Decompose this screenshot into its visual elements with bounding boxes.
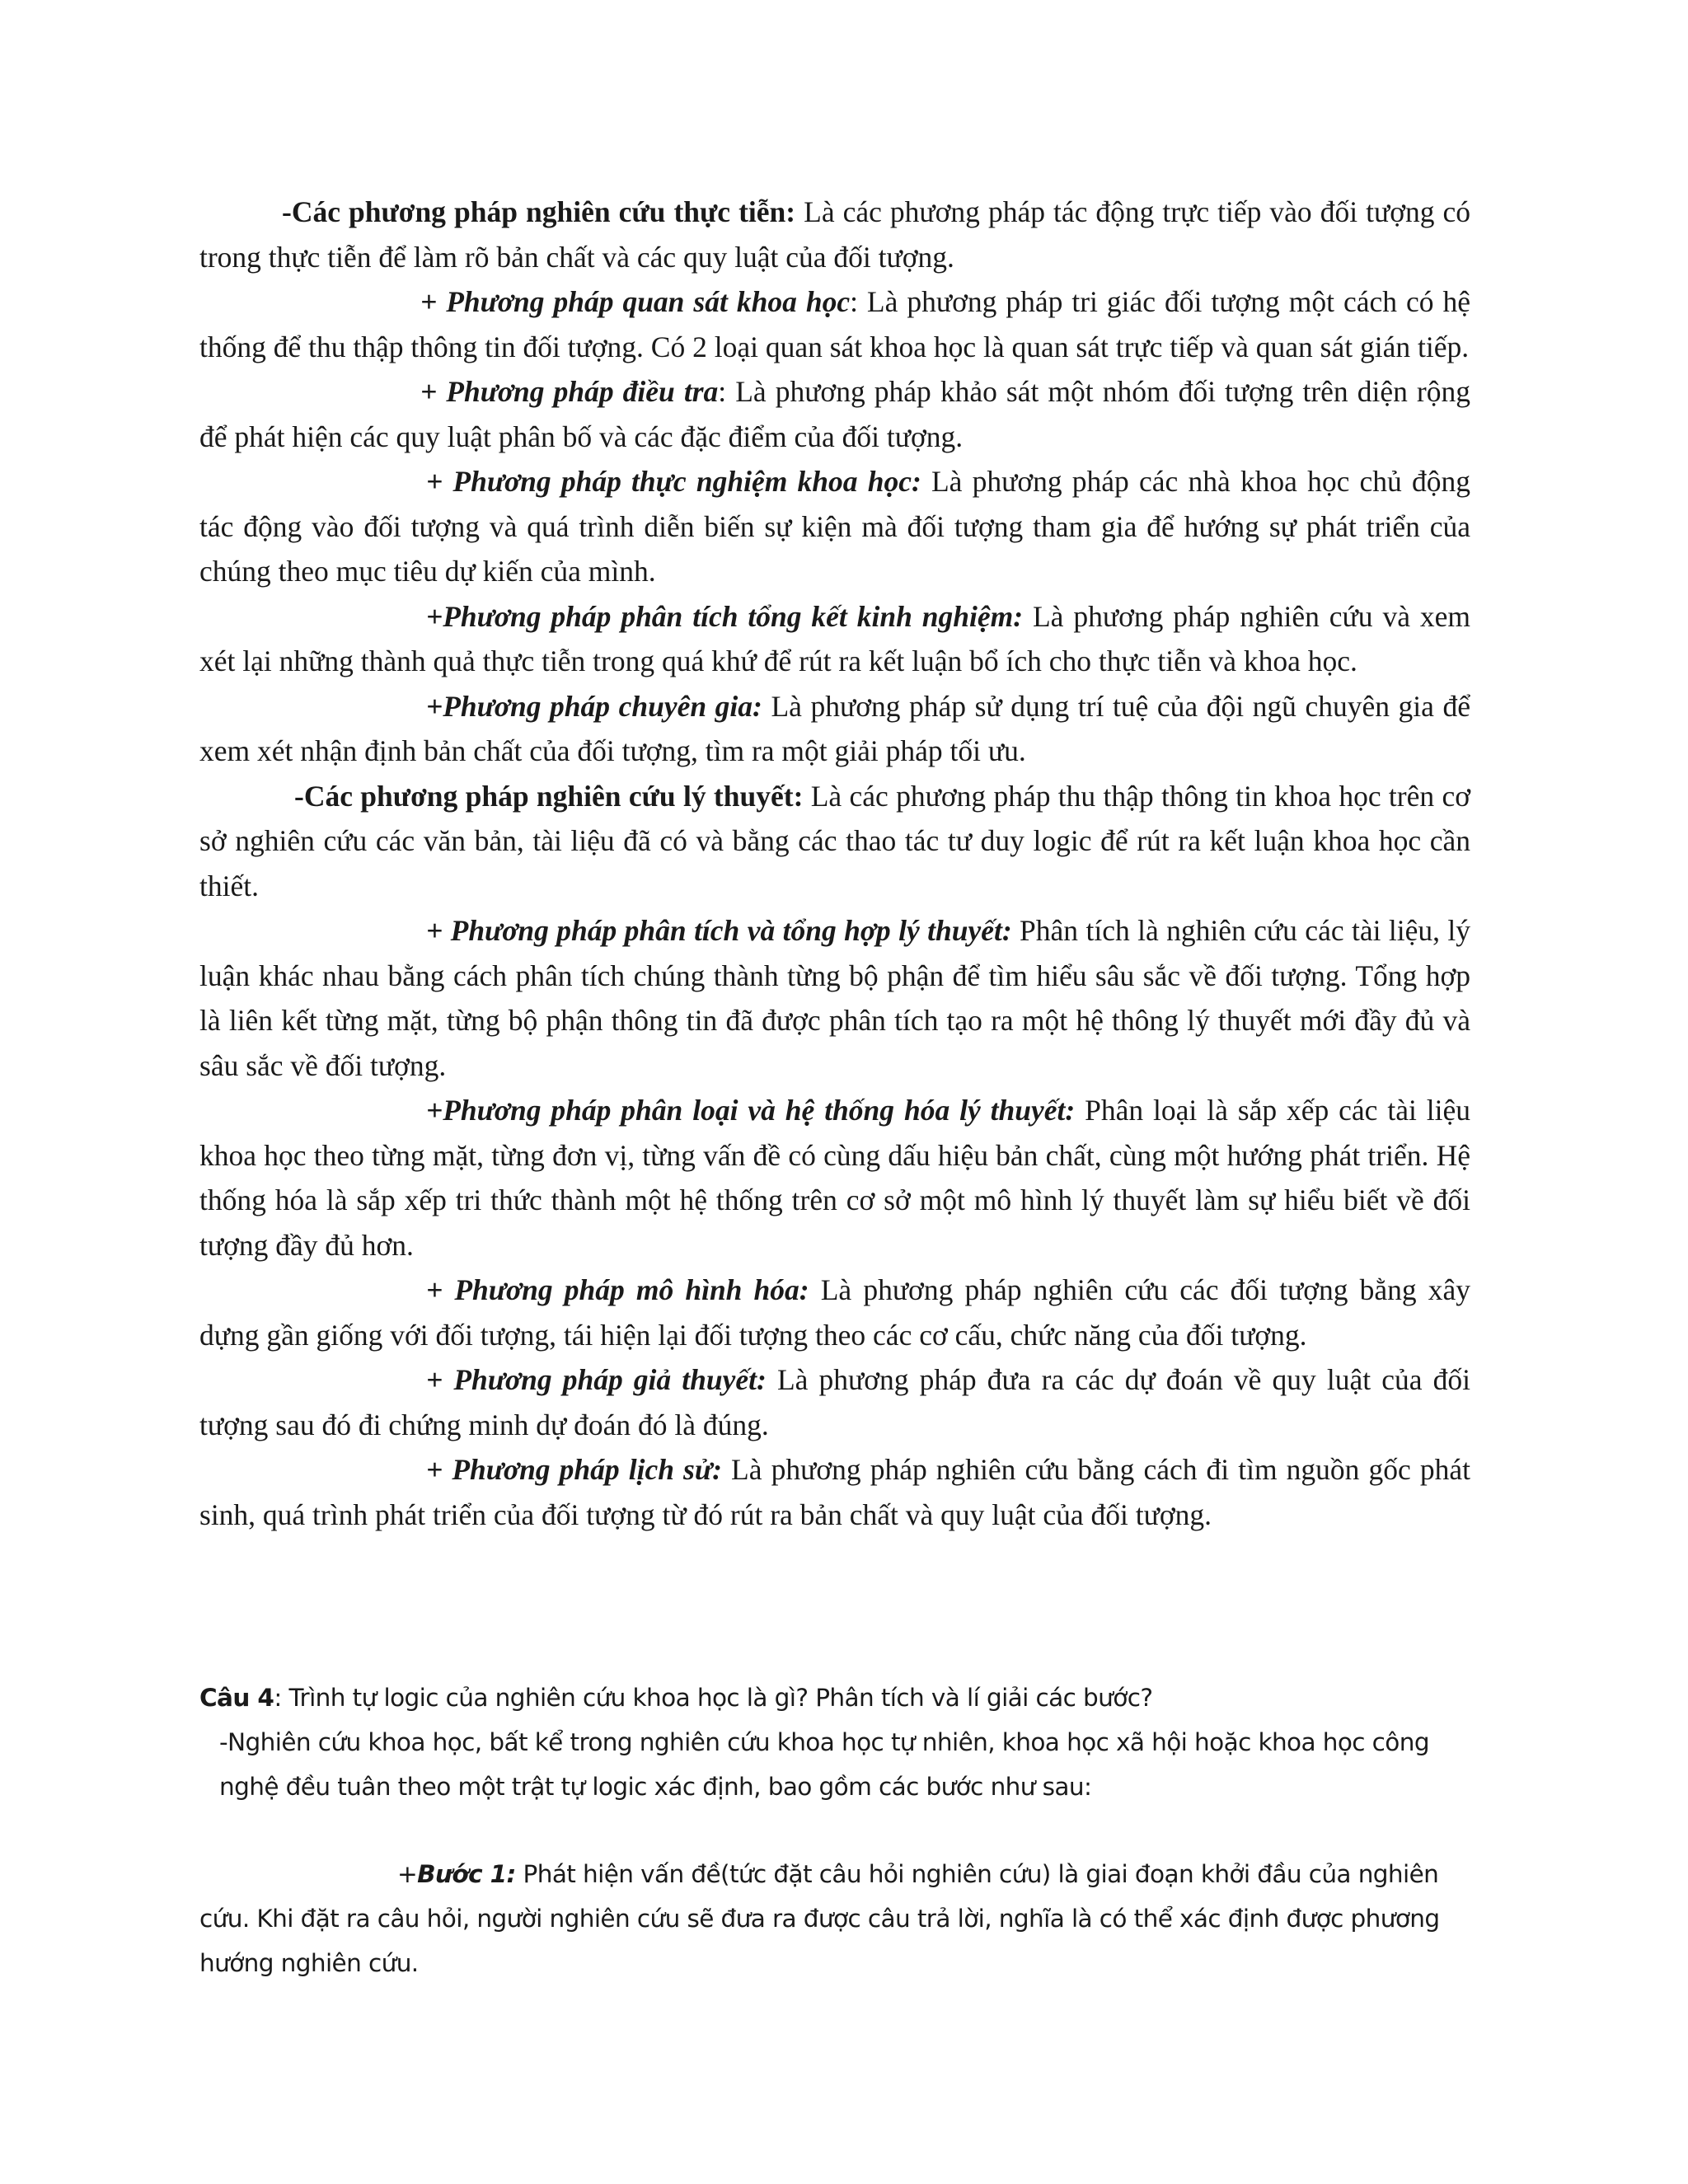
method-modeling-paragraph [199,1268,1470,1357]
question-4-intro: -Nghiên cứu khoa học, bất kể trong nghiên cứu khoa học tự nhiên, khoa học xã hội hoặc khoa học công nghệ đều tuân theo một trật tự logic xác định, bao gồm các bước như sau: [219,1728,1429,1801]
question-4-title [199,1675,1485,1720]
method-experience-paragraph [199,594,1470,684]
method-observation-text: : Là phương pháp tri giác đối tượng một cách có hệ thống để thu thập thông tin đối tượng. Có 2 loại quan sát khoa học là quan sát trực tiếp và quan sát gián tiếp. [199,285,1470,363]
step-1-text: Phát hiện vấn đề(tức đặt câu hỏi nghiên cứu) là giai đoạn khởi đầu của nghiên cứu. Khi đặt ra câu hỏi, người nghiên cứu sẽ đưa ra được câu trả lời, nghĩa là có thể xác định được phương hướng nghiên cứu. [199,1860,1440,1977]
step-1-paragraph [199,1852,1485,1985]
method-hypothesis-heading: + Phương pháp giả thuyết: [426,1363,767,1396]
method-history-text: Là phương pháp nghiên cứu bằng cách đi tìm nguồn gốc phát sinh, quá trình phát triển của đối tượng từ đó rút ra bản chất và quy luật của đối tượng. [199,1453,1470,1531]
theory-methods-heading: -Các phương pháp nghiên cứu lý thuyết: [294,779,804,813]
method-experiment-heading: + Phương pháp thực nghiệm khoa học: [426,465,921,498]
method-classification-paragraph [199,1088,1470,1268]
method-analysis-heading: + Phương pháp phân tích và tổng hợp lý thuyết: [426,914,1012,947]
method-experiment-paragraph [199,459,1470,594]
step-1-prefix: + [397,1860,418,1888]
method-modeling-heading: + Phương pháp mô hình hóa: [426,1273,809,1306]
question-4-label: Câu 4 [199,1684,274,1712]
practical-methods-heading: -Các phương pháp nghiên cứu thực tiễn: [282,195,796,228]
question-4-text: : Trình tự logic của nghiên cứu khoa học là gì? Phân tích và lí giải các bước? [274,1684,1153,1712]
method-analysis-text: Phân tích là nghiên cứu các tài liệu, lý luận khác nhau bằng cách phân tích chúng thành từng bộ phận để tìm hiểu sâu sắc về đối tượng. Tổng hợp là liên kết từng mặt, từng bộ phận thông tin đã được phân tích tạo ra một hệ thông lý thuyết mới đầy đủ và sâu sắc về đối tượng. [199,914,1470,1082]
method-modeling-text: Là phương pháp nghiên cứu các đối tượng bằng xây dựng gần giống với đối tượng, tái hiện lại đối tượng theo các cơ cấu, chức năng của đối tượng. [199,1273,1470,1352]
method-history-heading: + Phương pháp lịch sử: [426,1453,722,1486]
method-classification-text: Phân loại là sắp xếp các tài liệu khoa học theo từng mặt, từng đơn vị, từng vấn đề có cùng dấu hiệu bản chất, cùng một hướng phát triển. Hệ thống hóa là sắp xếp tri thức thành một hệ thống trên cơ sở một mô hình lý thuyết làm sự hiểu biết về đối tượng đầy đủ hơn. [199,1094,1470,1262]
method-hypothesis-text: Là phương pháp đưa ra các dự đoán về quy luật của đối tượng sau đó đi chứng minh dự đoán đó là đúng. [199,1363,1471,1441]
method-observation-heading: + Phương pháp quan sát khoa học [420,285,851,318]
method-experiment-text: Là phương pháp các nhà khoa học chủ động tác động vào đối tượng và quá trình diễn biến sự kiện mà đối tượng tham gia để hướng sự phát triển của chúng theo mục tiêu dự kiến của mình. [199,465,1470,588]
practical-methods-text: Là các phương pháp tác động trực tiếp vào đối tượng có trong thực tiễn để làm rõ bản chất và các quy luật của đối tượng. [199,195,1470,274]
practical-methods-paragraph [199,190,1470,279]
method-observation-paragraph [199,279,1470,369]
method-expert-heading: +Phương pháp chuyên gia: [426,689,762,723]
method-survey-text: : Là phương pháp khảo sát một nhóm đối tượng trên diện rộng để phát hiện các quy luật phân bố và các đặc điểm của đối tượng. [199,375,1470,453]
step-1-label: Bước 1: [417,1860,516,1888]
method-classification-heading: +Phương pháp phân loại và hệ thống hóa lý thuyết: [426,1094,1076,1127]
methods-section [199,190,1470,1537]
method-expert-paragraph [199,684,1470,774]
method-hypothesis-paragraph [199,1357,1470,1447]
method-experience-text: Là phương pháp nghiên cứu và xem xét lại những thành quả thực tiễn trong quá khứ để rút ra kết luận bổ ích cho thực tiễn và khoa học. [199,599,1470,677]
theory-methods-text: Là các phương pháp thu thập thông tin khoa học trên cơ sở nghiên cứu các văn bản, tài liệu đã có và bằng các thao tác tư duy logic để rút ra kết luận khoa học cần thiết. [199,779,1470,902]
method-survey-paragraph [199,369,1470,459]
method-experience-heading: +Phương pháp phân tích tổng kết kinh nghiệm: [426,599,1024,633]
method-survey-heading: + Phương pháp điều tra [420,375,719,408]
question-4-section [199,1675,1485,1985]
method-expert-text: Là phương pháp sử dụng trí tuệ của đội ngũ chuyên gia để xem xét nhận định bản chất của đối tượng, tìm ra một giải pháp tối ưu. [199,689,1471,767]
theory-methods-paragraph [199,774,1470,909]
method-analysis-paragraph [199,908,1470,1088]
method-history-paragraph [199,1447,1470,1537]
